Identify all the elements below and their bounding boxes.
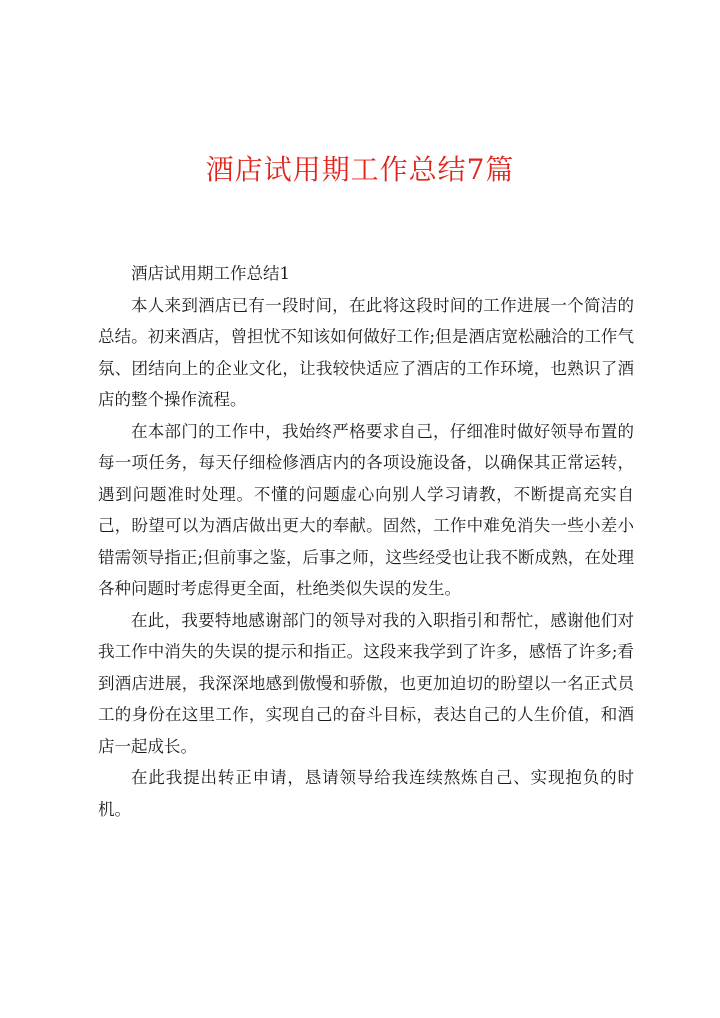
document-title: 酒店试用期工作总结7篇	[205, 153, 515, 186]
paragraph-3: 在此，我要特地感谢部门的领导对我的入职指引和帮忙，感谢他们对我工作中消失的失误的提示和指正。这段来我学到了许多，感悟了许多;看到酒店进展，我深深地感到傲慢和骄傲，也更加迫切的盼望以一名正式员工的身份在这里工作，实现自己的奋斗目标，表达自己的人生价值，和酒店一起成长。	[98, 610, 634, 756]
paragraph-1: 本人来到酒店已有一段时间，在此将这段时间的工作进展一个简洁的总结。初来酒店，曾担忧不知该如何做好工作;但是酒店宽松融洽的工作气氛、团结向上的企业文化，让我较快适应了酒店的工作环境，也熟识了酒店的整个操作流程。	[98, 295, 634, 409]
document-body	[98, 258, 634, 825]
paragraph-4: 在此我提出转正申请，恳请领导给我连续熬炼自己、实现抱负的时机。	[98, 768, 634, 819]
section-heading: 酒店试用期工作总结1	[131, 264, 290, 283]
paragraph-2: 在本部门的工作中，我始终严格要求自己，仔细准时做好领导布置的每一项任务，每天仔细检修酒店内的各项设施设备，以确保其正常运转，遇到问题准时处理。不懂的问题虚心向别人学习请教，不断提高充实自己，盼望可以为酒店做出更大的奉献。固然，工作中难免消失一些小差小错需领导指正;但前事之鉴，后事之师，这些经受也让我不断成熟，在处理各种问题时考虑得更全面，杜绝类似失误的发生。	[98, 421, 634, 598]
